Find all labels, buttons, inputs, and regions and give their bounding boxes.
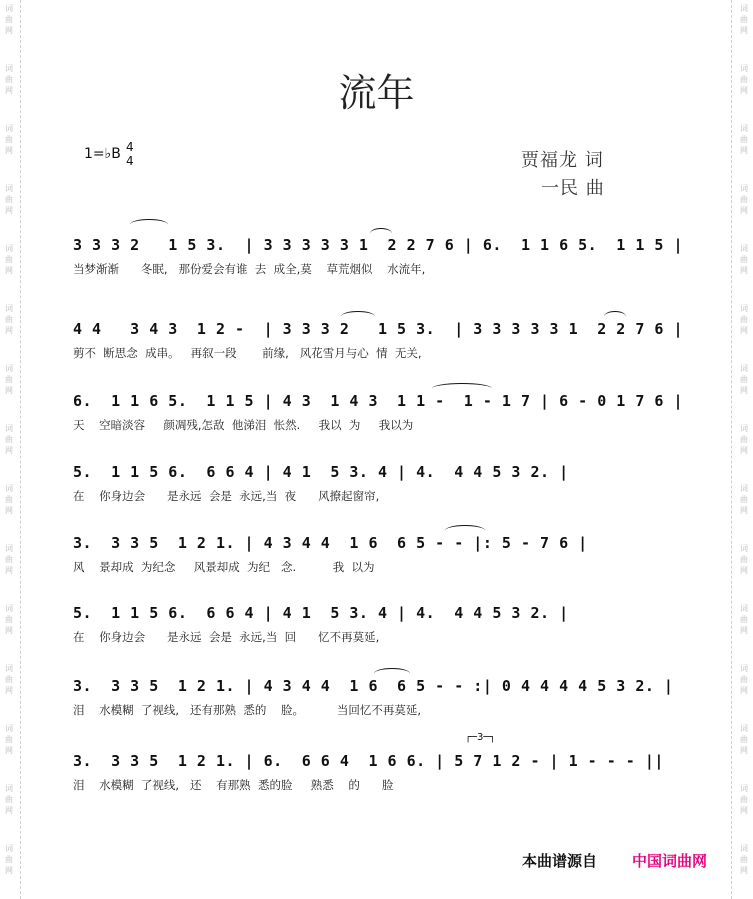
notes-line: 3 3 3 2 1 5 3. | 3 3 3 3 3 1 2 2 7 6 | 6. 1 1 6 5. 1 1 5 | (73, 236, 683, 254)
watermark-char: 词 (740, 244, 748, 253)
watermark-char: 词 (740, 664, 748, 673)
lyrics-line: 在 你身边会 是永远 会是 永远,当 夜 风撩起窗帘, (73, 489, 380, 503)
watermark-char: 网 (5, 326, 13, 335)
watermark-char: 网 (740, 866, 748, 875)
tie-mark (374, 668, 410, 679)
watermark-char: 曲 (5, 75, 13, 84)
watermark-char: 曲 (740, 255, 748, 264)
triplet-number: 3 (477, 732, 484, 743)
watermark-char: 词 (5, 784, 13, 793)
watermark-char: 曲 (740, 435, 748, 444)
right-watermark-column (737, 0, 751, 899)
watermark-char: 曲 (5, 15, 13, 24)
lyrics-line: 当梦渐渐 冬眠, 那份爱会有谁 去 成全,莫 草荒烟似 水流年, (73, 262, 426, 276)
composer-credit: 一民 曲 (541, 178, 605, 199)
watermark-char: 词 (5, 544, 13, 553)
tie-mark (130, 219, 168, 230)
tie-mark (445, 525, 485, 536)
watermark-char: 曲 (5, 495, 13, 504)
watermark-char: 网 (5, 446, 13, 455)
lyricist-credit: 贾福龙 词 (521, 150, 604, 171)
notes-line: 3. 3 3 5 1 2 1. | 4 3 4 4 1 6 6 5 - - |: 5 - 7 6 | (73, 534, 588, 552)
watermark-char: 词 (5, 604, 13, 613)
notes-line: 5. 1 1 5 6. 6 6 4 | 4 1 5 3. 4 | 4. 4 4 5 3 2. | (73, 604, 569, 622)
song-title: 流年 (338, 71, 415, 115)
notes-line: 5. 1 1 5 6. 6 6 4 | 4 1 5 3. 4 | 4. 4 4 5 3 2. | (73, 463, 569, 481)
watermark-char: 词 (740, 4, 748, 13)
watermark-char: 词 (740, 124, 748, 133)
watermark-char: 曲 (5, 315, 13, 324)
watermark-char: 网 (5, 206, 13, 215)
tie-mark (432, 383, 492, 394)
key-prefix: 1=♭B (84, 146, 121, 162)
watermark-char: 网 (5, 866, 13, 875)
watermark-char: 曲 (5, 675, 13, 684)
left-margin-guide (20, 0, 21, 899)
watermark-char: 词 (740, 424, 748, 433)
lyrics-line: 在 你身边会 是永远 会是 永远,当 回 忆不再莫延, (73, 630, 380, 644)
watermark-char: 网 (5, 626, 13, 635)
watermark-char: 网 (740, 206, 748, 215)
watermark-char: 词 (740, 64, 748, 73)
watermark-char: 曲 (740, 495, 748, 504)
watermark-char: 词 (740, 484, 748, 493)
watermark-char: 曲 (740, 375, 748, 384)
watermark-char: 词 (740, 784, 748, 793)
watermark-char: 词 (5, 64, 13, 73)
watermark-char: 曲 (740, 315, 748, 324)
left-watermark-column (2, 0, 16, 899)
watermark-char: 词 (5, 4, 13, 13)
watermark-char: 曲 (5, 255, 13, 264)
watermark-char: 曲 (740, 615, 748, 624)
watermark-char: 词 (5, 364, 13, 373)
watermark-char: 网 (740, 446, 748, 455)
tie-mark (370, 228, 392, 239)
watermark-char: 曲 (5, 735, 13, 744)
tie-mark (341, 311, 375, 322)
watermark-char: 网 (5, 86, 13, 95)
watermark-char: 曲 (740, 735, 748, 744)
notes-line: 3. 3 3 5 1 2 1. | 4 3 4 4 1 6 6 5 - - :| 0 4 4 4 4 5 3 2. | (73, 677, 674, 695)
watermark-char: 词 (740, 304, 748, 313)
lyrics-line: 风 景却成 为纪念 风景却成 为纪 念. 我 以为 (73, 560, 375, 574)
watermark-char: 网 (740, 86, 748, 95)
watermark-char: 词 (740, 724, 748, 733)
watermark-char: 词 (740, 844, 748, 853)
lyrics-line: 泪 水模糊 了视线, 还 有那熟 悉的脸 熟悉 的 脸 (73, 778, 394, 792)
watermark-char: 网 (5, 386, 13, 395)
watermark-char: 词 (5, 184, 13, 193)
source-label: 本曲谱源自 (522, 852, 598, 870)
watermark-char: 网 (5, 746, 13, 755)
triplet-mark: ┌─3─┐ (465, 732, 496, 743)
watermark-char: 网 (5, 146, 13, 155)
watermark-char: 词 (5, 844, 13, 853)
beat-top: 4 (126, 140, 134, 154)
watermark-char: 曲 (5, 795, 13, 804)
watermark-char: 词 (740, 544, 748, 553)
watermark-char: 词 (740, 364, 748, 373)
watermark-char: 词 (5, 244, 13, 253)
watermark-char: 词 (5, 304, 13, 313)
lyrics-line: 天 空暗淡容 颜凋残,怎敌 他涕泪 怅然. 我以 为 我以为 (73, 418, 414, 432)
watermark-char: 曲 (740, 15, 748, 24)
watermark-char: 网 (740, 746, 748, 755)
lyrics-line: 泪 水模糊 了视线, 还有那熟 悉的 脸。 当回忆不再莫延, (73, 703, 422, 717)
watermark-char: 曲 (5, 615, 13, 624)
watermark-char: 曲 (5, 555, 13, 564)
watermark-char: 词 (5, 424, 13, 433)
watermark-char: 词 (5, 724, 13, 733)
watermark-char: 词 (5, 124, 13, 133)
time-signature (126, 140, 134, 168)
watermark-char: 网 (740, 326, 748, 335)
watermark-char: 网 (5, 566, 13, 575)
watermark-char: 曲 (5, 855, 13, 864)
notes-line: 6. 1 1 6 5. 1 1 5 | 4 3 1 4 3 1 1 - 1 - 1 7 | 6 - 0 1 7 6 | (73, 392, 683, 410)
beat-bottom: 4 (126, 154, 134, 168)
watermark-char: 网 (740, 626, 748, 635)
watermark-char: 曲 (5, 435, 13, 444)
watermark-char: 曲 (740, 855, 748, 864)
right-margin-guide (731, 0, 732, 899)
tie-mark (604, 311, 626, 322)
watermark-char: 曲 (740, 555, 748, 564)
watermark-char: 曲 (740, 75, 748, 84)
watermark-char: 网 (5, 266, 13, 275)
watermark-char: 网 (740, 686, 748, 695)
notes-line: 4 4 3 4 3 1 2 - | 3 3 3 2 1 5 3. | 3 3 3 3 3 1 2 2 7 6 | (73, 320, 683, 338)
watermark-char: 曲 (5, 135, 13, 144)
source-site-link[interactable]: 中国词曲网 (632, 852, 708, 870)
watermark-char: 词 (740, 184, 748, 193)
watermark-char: 词 (5, 664, 13, 673)
watermark-char: 网 (740, 26, 748, 35)
watermark-char: 网 (5, 806, 13, 815)
watermark-char: 网 (740, 146, 748, 155)
watermark-char: 网 (740, 506, 748, 515)
watermark-char: 网 (740, 566, 748, 575)
watermark-char: 曲 (740, 795, 748, 804)
watermark-char: 网 (740, 806, 748, 815)
watermark-char: 曲 (740, 135, 748, 144)
watermark-char: 网 (5, 506, 13, 515)
watermark-char: 曲 (5, 195, 13, 204)
key-signature (84, 140, 134, 168)
lyrics-line: 剪不 断思念 成串。 再叙一段 前缘, 风花雪月与心 情 无关, (73, 346, 422, 360)
notes-line: 3. 3 3 5 1 2 1. | 6. 6 6 4 1 6 6. | 5 7 1 2 - | 1 - - - || (73, 752, 664, 770)
watermark-char: 词 (5, 484, 13, 493)
watermark-char: 网 (5, 26, 13, 35)
watermark-char: 曲 (740, 195, 748, 204)
watermark-char: 词 (740, 604, 748, 613)
watermark-char: 网 (740, 386, 748, 395)
watermark-char: 曲 (740, 675, 748, 684)
watermark-char: 曲 (5, 375, 13, 384)
watermark-char: 网 (740, 266, 748, 275)
watermark-char: 网 (5, 686, 13, 695)
